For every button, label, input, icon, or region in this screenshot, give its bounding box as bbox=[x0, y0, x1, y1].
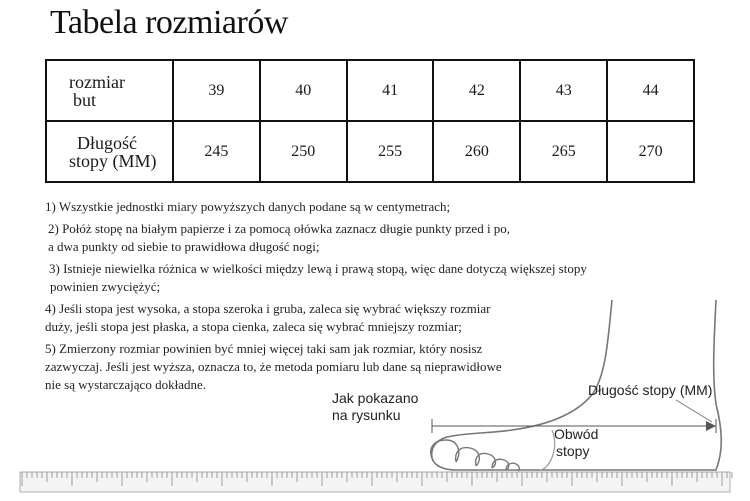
length-cell: 260 bbox=[433, 121, 520, 182]
arrow-right-icon bbox=[706, 421, 716, 431]
drawing-label bbox=[332, 390, 418, 424]
length-cell: 255 bbox=[347, 121, 434, 182]
note-line: nie są wystarczająco dokładne. bbox=[45, 377, 206, 392]
measurement-notes bbox=[45, 198, 587, 398]
ruler-body bbox=[20, 472, 730, 492]
note-line: duży, jeśli stopa jest płaska, a stopa cienka, zaleca się wybrać mniejszy rozmiar; bbox=[45, 319, 462, 334]
length-cell: 250 bbox=[260, 121, 347, 182]
size-cell: 41 bbox=[347, 60, 434, 121]
row-header-length-line2: stopy (MM) bbox=[69, 150, 157, 171]
note-line: a dwa punkty od siebie to prawidłowa długość nogi; bbox=[48, 239, 320, 254]
foot-girth-label bbox=[554, 426, 598, 460]
length-cell: 270 bbox=[607, 121, 694, 182]
girth-line bbox=[540, 430, 555, 470]
note-line: 4) Jeśli stopa jest wysoka, a stopa szeroka i gruba, zaleca się wybrać większy rozmiar bbox=[45, 301, 491, 316]
note-item bbox=[45, 260, 587, 296]
length-cell: 245 bbox=[173, 121, 260, 182]
note-line: 3) Istnieje niewielka różnica w wielkości między lewą i prawą stopą, więc dane dotyczą większej stopy bbox=[49, 261, 587, 276]
size-cell: 42 bbox=[433, 60, 520, 121]
note-line: zazwyczaj. Jeśli jest wyższa, oznacza to, że metoda pomiaru lub dane są nieprawidłowe bbox=[45, 359, 502, 374]
page-title: Tabela rozmiarów bbox=[50, 4, 288, 41]
label-leader-line bbox=[676, 400, 712, 422]
length-cell: 265 bbox=[520, 121, 607, 182]
size-cell: 44 bbox=[607, 60, 694, 121]
row-header-size-line2: but bbox=[73, 89, 97, 110]
note-line: powinien zwyciężyć; bbox=[50, 279, 161, 294]
drawing-label-line2: na rysunku bbox=[332, 407, 401, 423]
note-item bbox=[45, 300, 575, 336]
foot-girth-label-line1: Obwód bbox=[554, 426, 599, 442]
note-line: 5) Zmierzony rozmiar powinien być mniej więcej taki sam jak rozmiar, który nosisz bbox=[45, 341, 483, 356]
ruler bbox=[20, 472, 732, 492]
foot-length-label: Długość stopy (MM) bbox=[588, 382, 713, 398]
row-header-length-line1: Długość bbox=[77, 132, 137, 153]
foot-girth-label-line2: stopy bbox=[556, 443, 590, 459]
drawing-label-line1: Jak pokazano bbox=[332, 390, 419, 406]
size-cell: 43 bbox=[520, 60, 607, 121]
note-line: 1) Wszystkie jednostki miary powyższych danych podane są w centymetrach; bbox=[45, 199, 451, 214]
note-line: 2) Połóż stopę na białym papierze i za pomocą ołówka zaznacz długie punkty przed i po, bbox=[48, 221, 511, 236]
row-header-size-line1: rozmiar bbox=[69, 71, 125, 92]
size-cell: 39 bbox=[173, 60, 260, 121]
note-item bbox=[45, 340, 575, 394]
toes-outline bbox=[431, 440, 520, 471]
note-item bbox=[45, 198, 575, 216]
size-cell: 40 bbox=[260, 60, 347, 121]
note-item bbox=[45, 220, 575, 256]
